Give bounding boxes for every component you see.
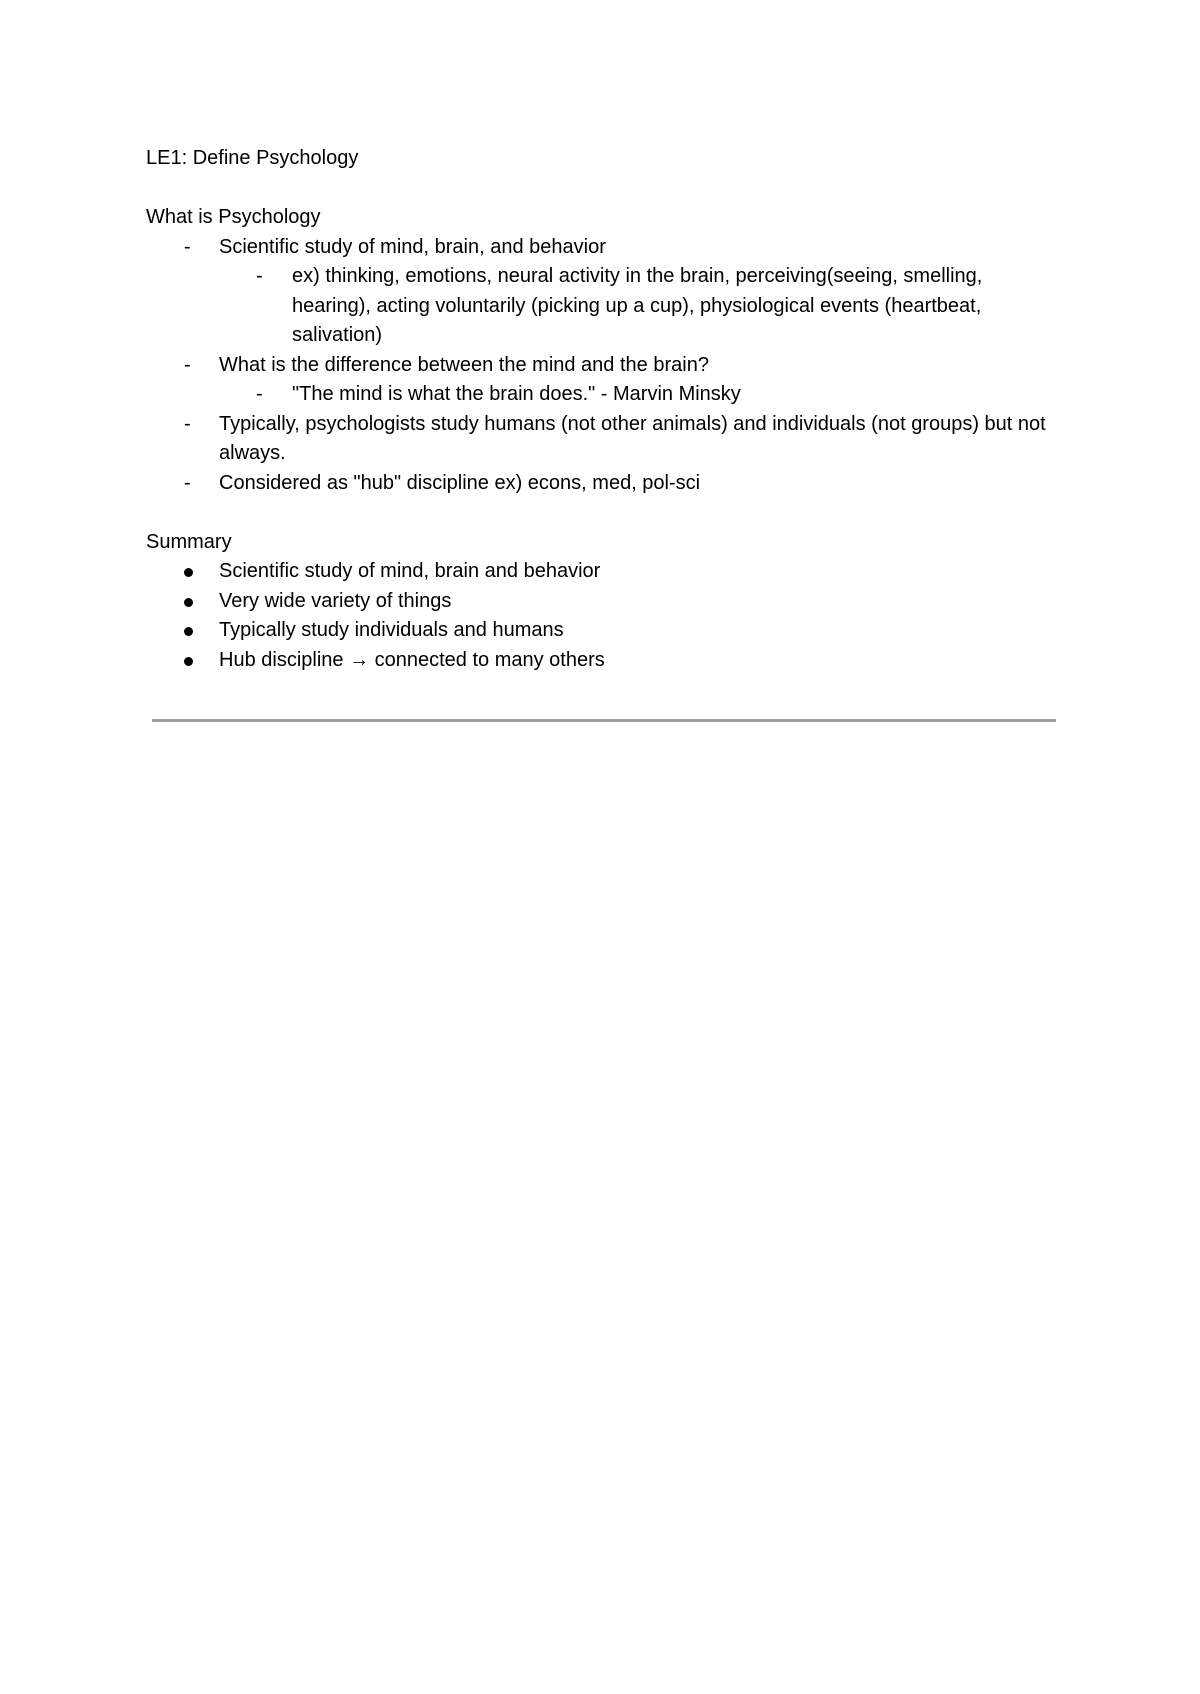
list-item-text: Considered as "hub" discipline ex) econs, med, pol-sci — [219, 471, 701, 494]
list-item-text: What is the difference between the mind and the brain? — [219, 353, 709, 376]
list-item — [146, 469, 1066, 499]
list-item — [146, 410, 1066, 469]
dash-marker: - — [184, 353, 191, 376]
dash-marker: - — [184, 471, 191, 494]
document-body — [146, 144, 1066, 675]
bullet-item — [146, 587, 1066, 617]
list-item-text: Scientific study of mind, brain, and behavior — [219, 235, 606, 258]
sub-list-item — [146, 262, 1066, 351]
bullet-icon — [184, 568, 193, 577]
dash-marker: - — [256, 383, 263, 405]
bullet-item-text: Scientific study of mind, brain and behavior — [219, 560, 601, 582]
list-item — [146, 351, 1066, 381]
dash-marker: - — [256, 265, 263, 287]
sub-list-item-text: "The mind is what the brain does." - Marvin Minsky — [292, 383, 741, 405]
blank-line — [146, 498, 1066, 528]
bullet-item — [146, 646, 1066, 676]
bullet-item — [146, 557, 1066, 587]
bullet-icon — [184, 627, 193, 636]
document-title: LE1: Define Psychology — [146, 147, 359, 169]
sub-list-item-text: ex) thinking, emotions, neural activity in the brain, perceiving(seeing, smelling, hearing), acting voluntarily (picking up a cup), physiological events (heartbeat, salivation) — [292, 265, 983, 346]
bullet-icon — [184, 657, 193, 666]
section-heading-what-is-psychology: What is Psychology — [146, 206, 321, 228]
bullet-icon — [184, 598, 193, 607]
bullet-item-text: Very wide variety of things — [219, 589, 452, 612]
bullet-item — [146, 616, 1066, 646]
dash-marker: - — [184, 412, 191, 435]
list-item — [146, 233, 1066, 263]
sub-list-item — [146, 380, 1066, 410]
bullet-item-text: Typically study individuals and humans — [219, 619, 564, 641]
bullet-item-text: Hub discipline → connected to many others — [219, 648, 605, 671]
section-heading-summary: Summary — [146, 530, 232, 553]
horizontal-divider — [152, 719, 1056, 722]
list-item-text: Typically, psychologists study humans (not other animals) and individuals (not groups) but not always. — [219, 412, 1046, 464]
blank-line — [146, 174, 1066, 204]
dash-marker: - — [184, 235, 191, 258]
